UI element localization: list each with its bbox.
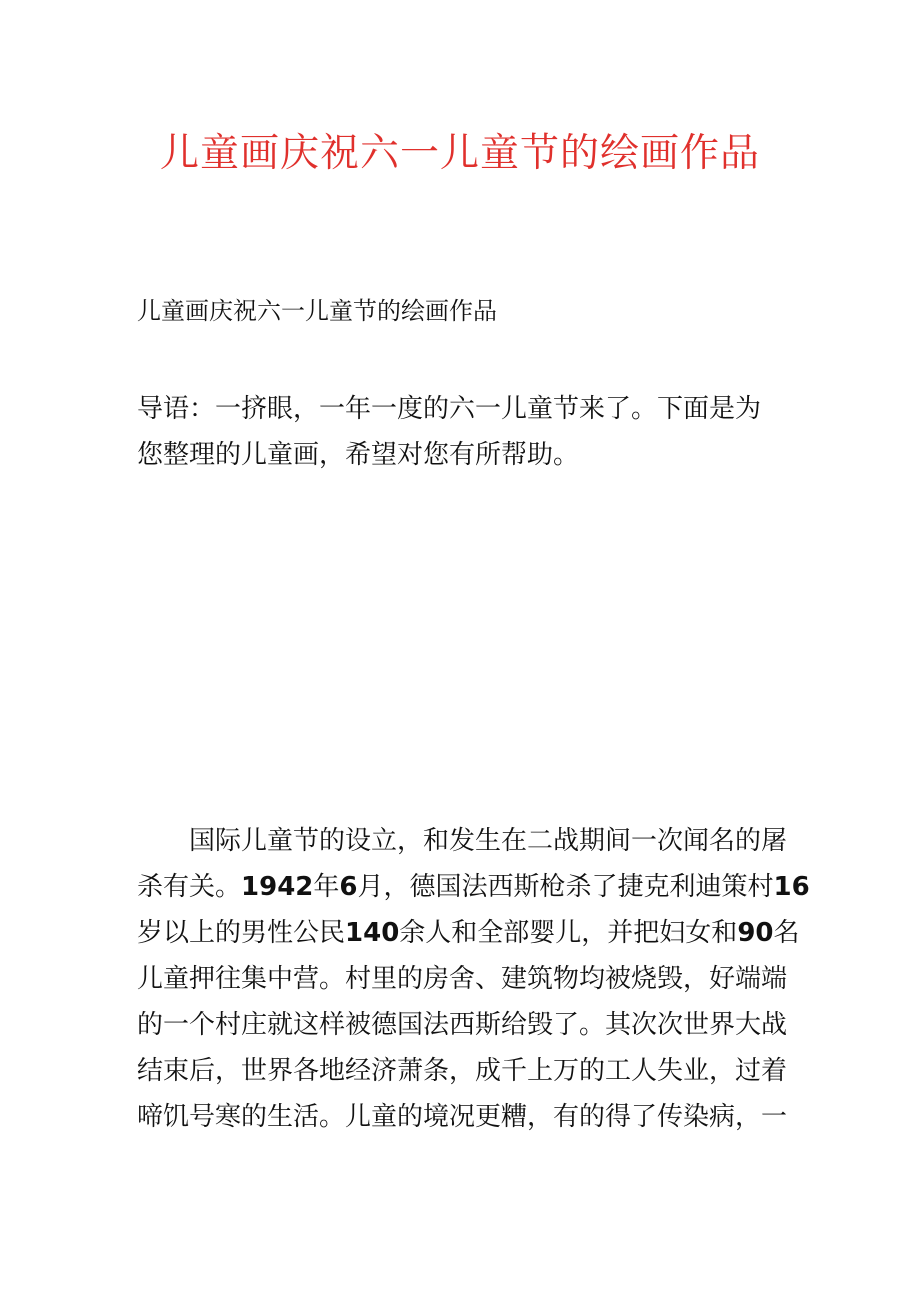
number-text: 16	[773, 872, 810, 902]
document-subtitle: 儿童画庆祝六一儿童节的绘画作品	[137, 297, 497, 325]
intro-paragraph	[137, 386, 797, 478]
number-text: 6	[339, 872, 358, 902]
intro-line: 导语：一挤眼，一年一度的六一儿童节来了。下面是为	[137, 394, 762, 424]
body-paragraph	[137, 818, 810, 1140]
body-line: 岁以上的男性公民140余人和全部婴儿，并把妇女和90名	[137, 918, 800, 948]
body-line: 儿童押往集中营。村里的房舍、建筑物均被烧毁，好端端	[137, 964, 788, 994]
number-text: 90	[737, 918, 774, 948]
body-line: 的一个村庄就这样被德国法西斯给毁了。其次次世界大战	[137, 1010, 788, 1040]
number-text: 1942	[241, 872, 314, 902]
body-line: 国际儿童节的设立，和发生在二战期间一次闻名的屠	[137, 826, 788, 856]
body-line: 杀有关。1942年6月，德国法西斯枪杀了捷克利迪策村16	[137, 872, 810, 902]
intro-line: 您整理的儿童画，希望对您有所帮助。	[137, 440, 580, 470]
body-line: 啼饥号寒的生活。儿童的境况更糟，有的得了传染病，一	[137, 1102, 788, 1132]
body-line: 结束后，世界各地经济萧条，成千上万的工人失业，过着	[137, 1056, 788, 1086]
document-title: 儿童画庆祝六一儿童节的绘画作品	[159, 131, 760, 176]
number-text: 140	[345, 918, 400, 948]
